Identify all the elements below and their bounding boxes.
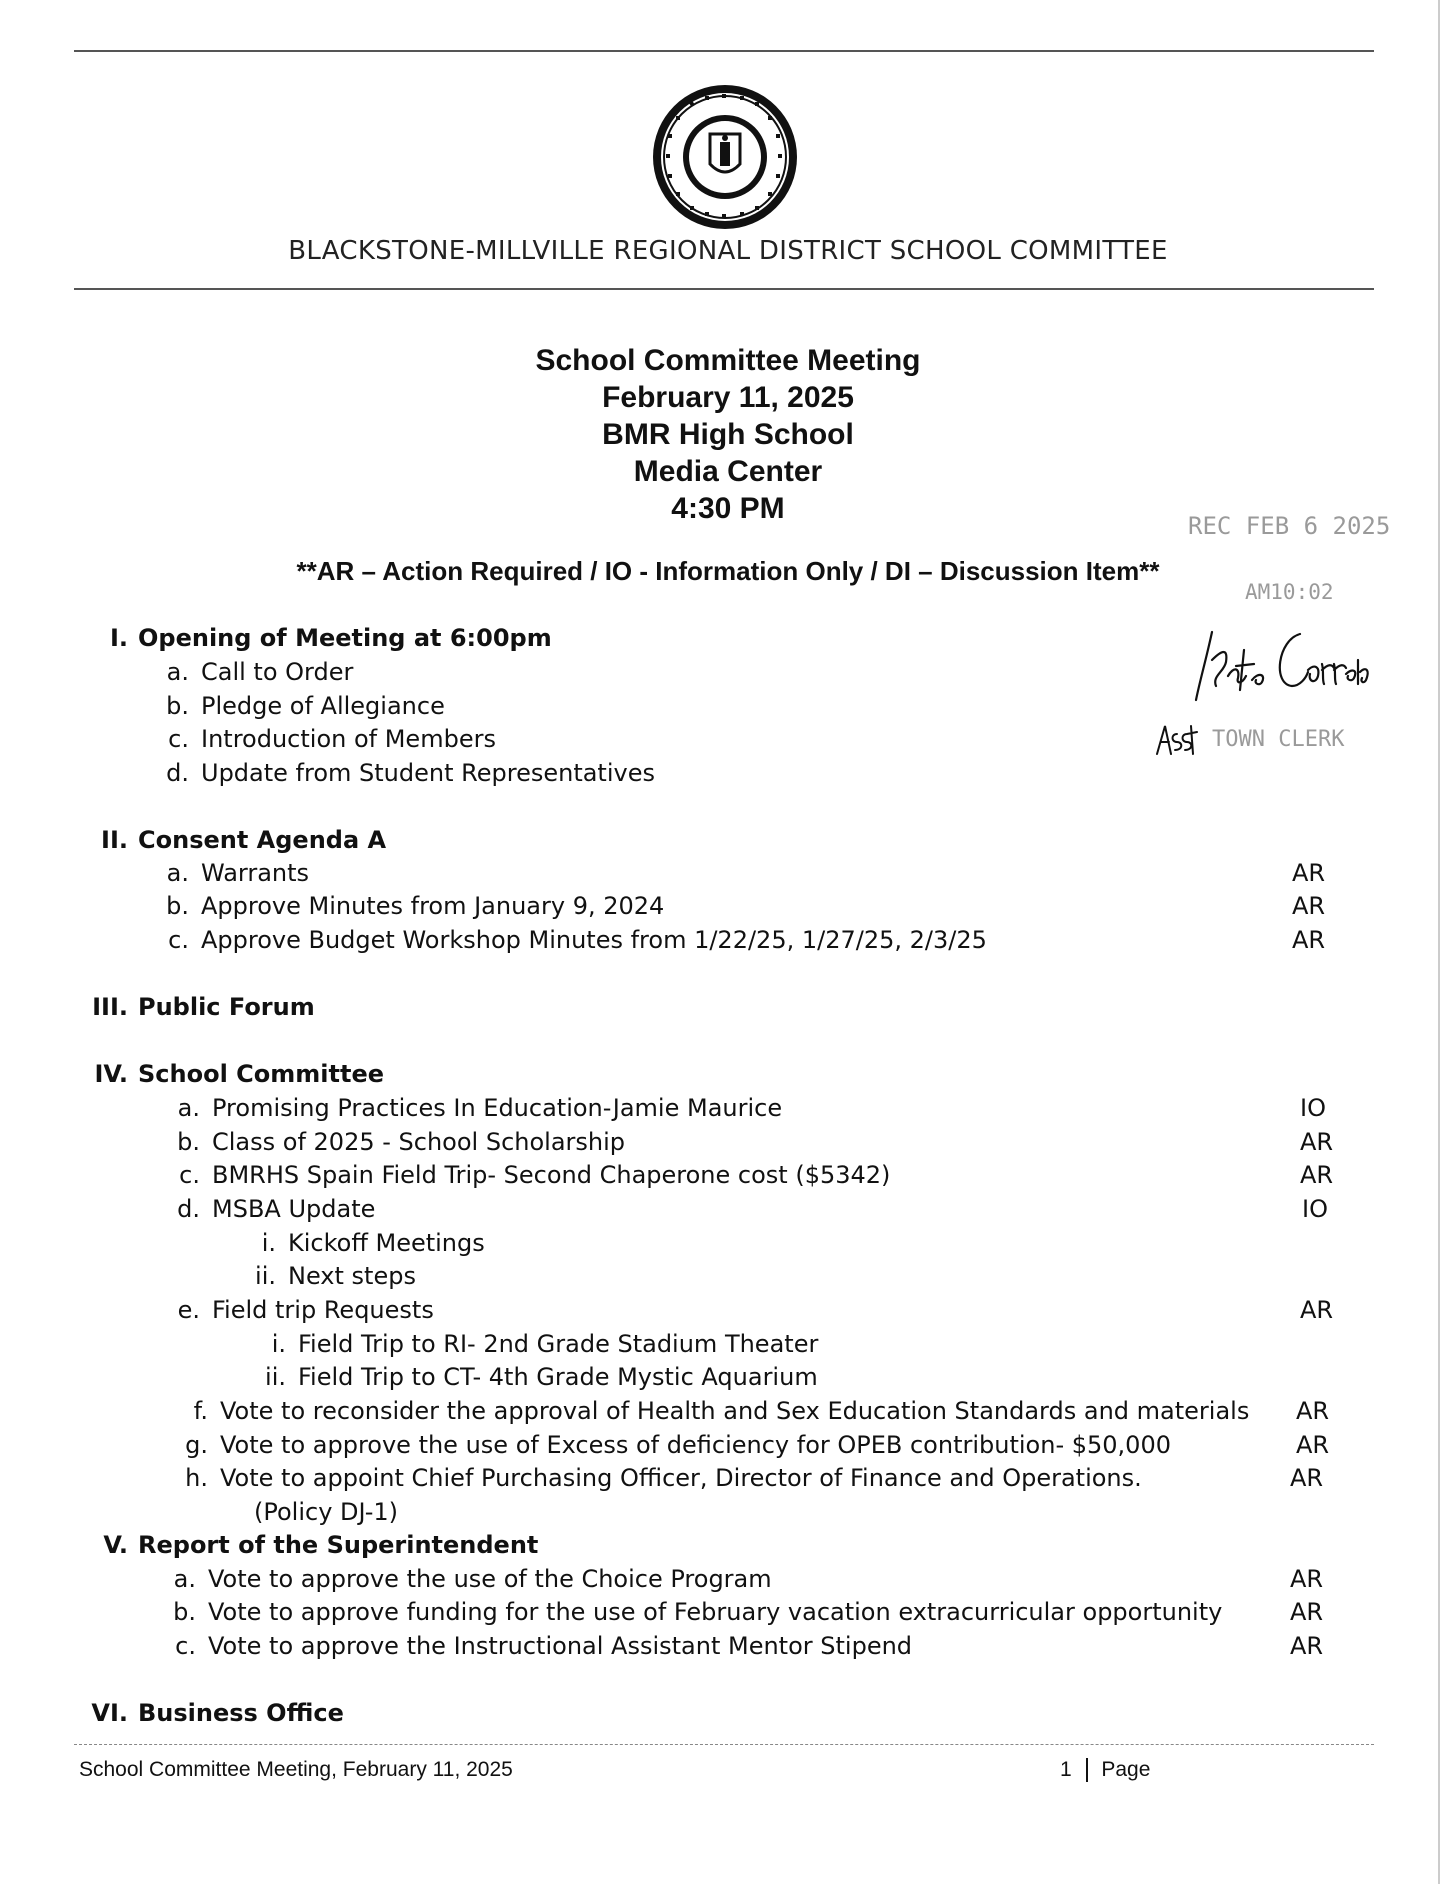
action-code: AR — [1296, 1397, 1330, 1425]
agenda-subitem: i. Field Trip to RI- 2nd Grade Stadium Theater — [271, 1330, 819, 1358]
meeting-room: Media Center — [633, 455, 823, 488]
town-clerk-stamp: TOWN CLERK — [1212, 727, 1345, 752]
received-stamp: REC FEB 6 2025 — [1188, 512, 1391, 540]
agenda-item: b. Class of 2025 - School Scholarship — [177, 1128, 626, 1156]
scan-edge — [1438, 0, 1440, 1884]
section-title: Opening of Meeting at 6:00pm — [138, 624, 552, 652]
action-code: AR — [1292, 926, 1326, 954]
action-code: AR — [1300, 1161, 1334, 1189]
agenda-item: c. Vote to approve the Instructional Assistant Mentor Stipend — [175, 1632, 913, 1660]
page-number: 1 — [1060, 1758, 1072, 1781]
footer-divider — [74, 1744, 1374, 1745]
section-public-forum: III. Public Forum — [92, 993, 315, 1021]
agenda-subitem: ii. Field Trip to CT- 4th Grade Mystic Aquarium — [265, 1363, 818, 1391]
action-code: AR — [1292, 859, 1326, 887]
meeting-time: 4:30 PM — [671, 492, 785, 525]
action-code: IO — [1302, 1195, 1328, 1223]
agenda-item: c. BMRHS Spain Field Trip- Second Chaperone cost ($5342) — [179, 1161, 891, 1189]
clerk-signature — [1182, 620, 1372, 710]
section-opening — [86, 624, 552, 652]
action-code-legend: **AR – Action Required / IO - Information Only / DI – Discussion Item** — [296, 556, 1160, 586]
agenda-item: a. Call to Order — [166, 658, 354, 686]
action-code: AR — [1296, 1431, 1330, 1459]
section-consent-agenda: II. Consent Agenda A — [101, 826, 387, 854]
action-code: AR — [1292, 892, 1326, 920]
agenda-item: a. Warrants — [166, 859, 310, 887]
agenda-item: d. Update from Student Representatives — [166, 759, 655, 787]
footer-meeting-label: School Committee Meeting, February 11, 2025 — [79, 1758, 513, 1781]
agenda-item-continuation: (Policy DJ-1) — [254, 1498, 399, 1526]
agenda-subitem: ii. Next steps — [255, 1262, 416, 1290]
page-indicator — [1060, 1758, 1150, 1782]
top-divider — [74, 50, 1374, 52]
agenda-item: a. Vote to approve the use of the Choice Program — [173, 1565, 772, 1593]
agenda-item: c. Approve Budget Workshop Minutes from 1/22/25, 1/27/25, 2/3/25 — [168, 926, 987, 954]
organization-name: BLACKSTONE-MILLVILLE REGIONAL DISTRICT SCHOOL COMMITTEE — [288, 236, 1168, 266]
section-business-office: VI. Business Office — [91, 1699, 344, 1727]
action-code: AR — [1290, 1632, 1324, 1660]
section-superintendent-report: V. Report of the Superintendent — [103, 1531, 539, 1559]
page-separator — [1086, 1758, 1088, 1782]
agenda-item: b. Vote to approve funding for the use of February vacation extracurricular opportunity — [173, 1598, 1223, 1626]
agenda-item: h. Vote to appoint Chief Purchasing Officer, Director of Finance and Operations. — [185, 1464, 1142, 1492]
section-school-committee: IV. School Committee — [94, 1060, 384, 1088]
action-code: AR — [1290, 1565, 1324, 1593]
agenda-item: a. Promising Practices In Education-Jamie Maurice — [177, 1094, 783, 1122]
received-time-stamp: AM10:02 — [1245, 580, 1334, 604]
page-label: Page — [1101, 1758, 1151, 1781]
section-number: I. — [109, 624, 128, 652]
agenda-item: b. Pledge of Allegiance — [166, 692, 445, 720]
agenda-item: f. Vote to reconsider the approval of Health and Sex Education Standards and materials — [193, 1397, 1250, 1425]
asst-handwriting — [1153, 720, 1198, 760]
meeting-title: School Committee Meeting — [535, 344, 921, 377]
agenda-subitem: i. Kickoff Meetings — [261, 1229, 485, 1257]
agenda-item: e. Field trip Requests — [177, 1296, 434, 1324]
agenda-item: c. Introduction of Members — [168, 725, 496, 753]
agenda-item: b. Approve Minutes from January 9, 2024 — [166, 892, 665, 920]
action-code: AR — [1290, 1464, 1324, 1492]
agenda-item: d. MSBA Update — [177, 1195, 376, 1223]
district-seal — [650, 82, 800, 232]
action-code: AR — [1300, 1128, 1334, 1156]
meeting-venue: BMR High School — [602, 418, 854, 451]
action-code: IO — [1300, 1094, 1326, 1122]
header-divider — [74, 288, 1374, 290]
action-code: AR — [1290, 1598, 1324, 1626]
action-code: AR — [1300, 1296, 1334, 1324]
meeting-date: February 11, 2025 — [602, 381, 854, 414]
agenda-item: g. Vote to approve the use of Excess of deficiency for OPEB contribution- $50,000 — [185, 1431, 1171, 1459]
